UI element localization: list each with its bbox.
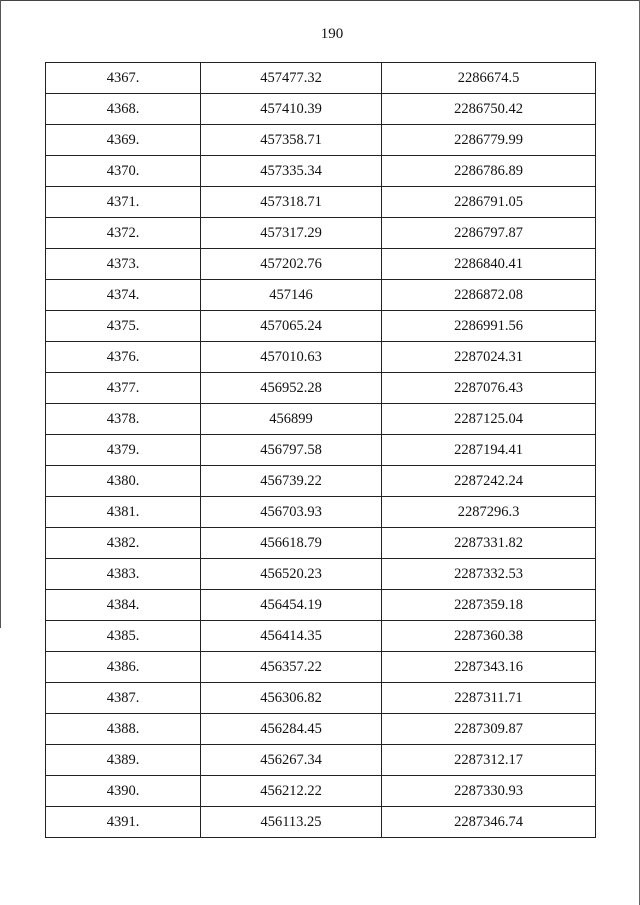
coordinates-table [45,62,596,838]
point-number-cell: 4369. [46,125,201,156]
point-number-cell: 4381. [46,497,201,528]
point-number-cell: 4389. [46,745,201,776]
point-number-cell: 4386. [46,652,201,683]
y-coordinate-cell: 2286786.89 [382,156,596,187]
y-coordinate-cell: 2286991.56 [382,311,596,342]
point-number-cell: 4388. [46,714,201,745]
point-number-cell: 4390. [46,776,201,807]
x-coordinate-cell: 456306.82 [201,683,382,714]
y-coordinate-cell: 2287242.24 [382,466,596,497]
page-edge-left [0,0,1,628]
y-coordinate-cell: 2287309.87 [382,714,596,745]
point-number-cell: 4375. [46,311,201,342]
x-coordinate-cell: 456357.22 [201,652,382,683]
x-coordinate-cell: 457335.34 [201,156,382,187]
x-coordinate-cell: 457010.63 [201,342,382,373]
x-coordinate-cell: 457317.29 [201,218,382,249]
point-number-cell: 4391. [46,807,201,838]
table-row [46,652,596,683]
table-row [46,156,596,187]
x-coordinate-cell: 456113.25 [201,807,382,838]
point-number-cell: 4367. [46,63,201,94]
y-coordinate-cell: 2287330.93 [382,776,596,807]
x-coordinate-cell: 457146 [201,280,382,311]
y-coordinate-cell: 2287312.17 [382,745,596,776]
point-number-cell: 4374. [46,280,201,311]
table-row [46,63,596,94]
y-coordinate-cell: 2286840.41 [382,249,596,280]
x-coordinate-cell: 457410.39 [201,94,382,125]
table-row [46,776,596,807]
point-number-cell: 4372. [46,218,201,249]
y-coordinate-cell: 2287125.04 [382,404,596,435]
table-row [46,807,596,838]
x-coordinate-cell: 456454.19 [201,590,382,621]
y-coordinate-cell: 2287332.53 [382,559,596,590]
table-row [46,559,596,590]
table-row [46,621,596,652]
y-coordinate-cell: 2287359.18 [382,590,596,621]
point-number-cell: 4380. [46,466,201,497]
table-row [46,466,596,497]
page-edge-top [0,0,640,1]
table-row [46,590,596,621]
y-coordinate-cell: 2287311.71 [382,683,596,714]
x-coordinate-cell: 456618.79 [201,528,382,559]
table-row [46,683,596,714]
x-coordinate-cell: 456703.93 [201,497,382,528]
y-coordinate-cell: 2286791.05 [382,187,596,218]
table-row [46,311,596,342]
table-row [46,187,596,218]
x-coordinate-cell: 457477.32 [201,63,382,94]
point-number-cell: 4373. [46,249,201,280]
table-row [46,745,596,776]
x-coordinate-cell: 457065.24 [201,311,382,342]
point-number-cell: 4370. [46,156,201,187]
point-number-cell: 4385. [46,621,201,652]
y-coordinate-cell: 2286674.5 [382,63,596,94]
table-row [46,249,596,280]
point-number-cell: 4368. [46,94,201,125]
point-number-cell: 4371. [46,187,201,218]
y-coordinate-cell: 2287331.82 [382,528,596,559]
y-coordinate-cell: 2287296.3 [382,497,596,528]
y-coordinate-cell: 2286750.42 [382,94,596,125]
table-row [46,435,596,466]
table-row [46,342,596,373]
y-coordinate-cell: 2287360.38 [382,621,596,652]
point-number-cell: 4384. [46,590,201,621]
point-number-cell: 4383. [46,559,201,590]
x-coordinate-cell: 456414.35 [201,621,382,652]
table-row [46,218,596,249]
point-number-cell: 4378. [46,404,201,435]
x-coordinate-cell: 457318.71 [201,187,382,218]
table-row [46,280,596,311]
x-coordinate-cell: 456739.22 [201,466,382,497]
y-coordinate-cell: 2286779.99 [382,125,596,156]
point-number-cell: 4377. [46,373,201,404]
x-coordinate-cell: 456797.58 [201,435,382,466]
x-coordinate-cell: 456520.23 [201,559,382,590]
coordinates-table-body [46,63,596,838]
y-coordinate-cell: 2286797.87 [382,218,596,249]
table-row [46,714,596,745]
x-coordinate-cell: 456267.34 [201,745,382,776]
x-coordinate-cell: 457358.71 [201,125,382,156]
point-number-cell: 4376. [46,342,201,373]
point-number-cell: 4387. [46,683,201,714]
table-row [46,404,596,435]
point-number-cell: 4382. [46,528,201,559]
x-coordinate-cell: 456284.45 [201,714,382,745]
y-coordinate-cell: 2287346.74 [382,807,596,838]
table-row [46,497,596,528]
point-number-cell: 4379. [46,435,201,466]
table-row [46,125,596,156]
x-coordinate-cell: 457202.76 [201,249,382,280]
table-row [46,94,596,125]
table-row [46,373,596,404]
x-coordinate-cell: 456952.28 [201,373,382,404]
y-coordinate-cell: 2287194.41 [382,435,596,466]
y-coordinate-cell: 2287024.31 [382,342,596,373]
table-row [46,528,596,559]
x-coordinate-cell: 456899 [201,404,382,435]
y-coordinate-cell: 2286872.08 [382,280,596,311]
y-coordinate-cell: 2287343.16 [382,652,596,683]
y-coordinate-cell: 2287076.43 [382,373,596,404]
page-number: 190 [320,26,344,42]
x-coordinate-cell: 456212.22 [201,776,382,807]
